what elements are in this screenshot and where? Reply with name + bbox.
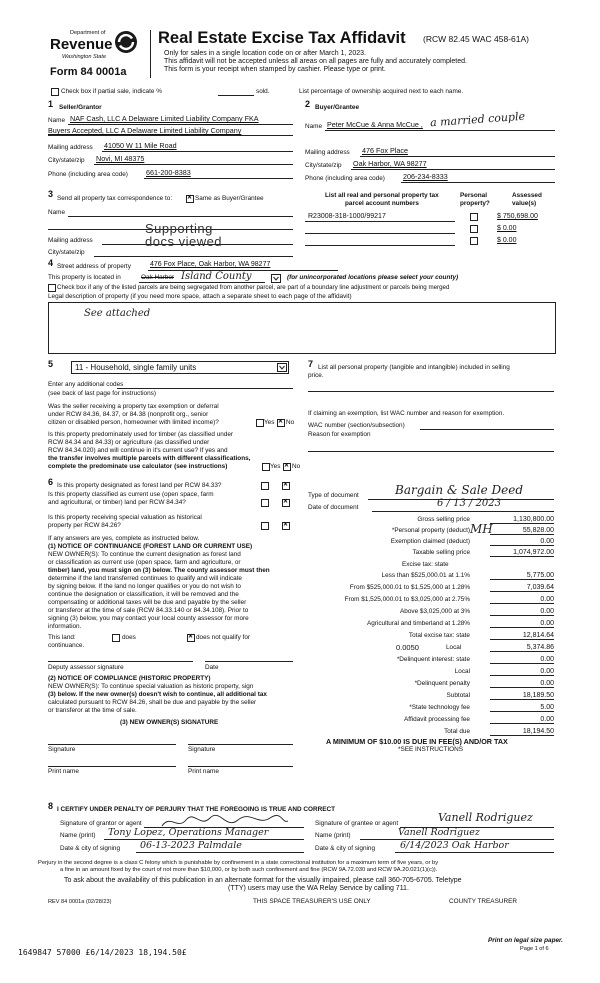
form-title: Real Estate Excise Tax Affidavit	[158, 29, 406, 47]
doc-type-value[interactable]: Bargain & Sale Deed	[395, 483, 524, 497]
tax-bracket-value[interactable]: 7,039.64	[526, 584, 554, 591]
partial-sale-label: Check box if partial sale, indicate %	[61, 88, 162, 95]
q2-line-a: Is this property predominately used for timber (as classified under	[48, 431, 234, 438]
forest-no-checkbox[interactable]	[282, 482, 290, 490]
parcels-col3b: value(s)	[512, 200, 537, 207]
does-qualify-checkbox[interactable]	[112, 634, 120, 642]
owner-print-name-1: Print name	[48, 768, 79, 775]
tax-bracket-label: Total excise tax: state	[408, 632, 470, 639]
tax-bracket-value[interactable]: 5,775.00	[526, 572, 554, 579]
deputy-assessor-label: Deputy assessor signature	[48, 664, 124, 671]
assessed-value-1[interactable]: $ 750,698.00	[497, 213, 538, 220]
street-address-label: Street address of property	[57, 263, 131, 270]
buyer-name-label: Name	[305, 123, 323, 130]
q2-line-d: the transfer involves multiple parcels with different classifications,	[48, 455, 251, 462]
section-7-number: 7	[308, 359, 314, 369]
tax-bracket-value[interactable]: 0.00	[540, 608, 554, 615]
owner-signature-label-1: Signature	[48, 746, 76, 753]
grantee-date-label: Date & city of signing	[315, 845, 376, 852]
tax-row2-label: Subtotal	[446, 692, 470, 699]
grantee-date-city[interactable]: 6/14/2023 Oak Harbor	[400, 840, 509, 851]
tax-bracket-value[interactable]: 0.00	[540, 596, 554, 603]
seller-mailing[interactable]: 41050 W 11 Mile Road	[104, 141, 177, 150]
land-use-select[interactable]	[71, 361, 289, 374]
tax-row-value[interactable]: 1,074,972.00	[513, 549, 554, 556]
same-as-buyer-checkbox[interactable]	[186, 195, 194, 203]
perjury-line-2: a fine in an amount fixed by the court of not more than $10,000, or by both such confinement and fine (RCW 9A.72.030 and RCW 9A.20.021(1)(c)).	[60, 867, 438, 873]
chevron-down-icon	[272, 275, 280, 282]
section-3-number: 3	[48, 189, 54, 199]
sold-label: sold.	[256, 88, 270, 95]
nc-line: determine if the land transferred continues to qualify and will indicate	[48, 575, 242, 582]
q1-line-a: Was the seller receiving a property tax exemption or deferral	[48, 403, 219, 410]
segregated-checkbox[interactable]	[48, 284, 56, 292]
seller-name-2[interactable]: Buyers Accepted, LLC A Delaware Limited Liability Company	[48, 126, 242, 135]
tax-row-label: Exemption claimed (deduct)	[390, 538, 470, 545]
assessed-value-2[interactable]: $ 0.00	[497, 225, 517, 232]
sec3-text: Send all property tax correspondence to:	[57, 195, 173, 202]
form-number: Form 84 0001a	[50, 66, 127, 78]
doc-date-value[interactable]: 6 / 13 / 2023	[437, 498, 501, 509]
section-8-number: 8	[48, 801, 54, 811]
grantee-name-label: Name (print)	[315, 832, 351, 839]
exemption-yes-checkbox[interactable]	[256, 419, 264, 427]
supporting-docs-stamp-2: docs viewed	[145, 234, 223, 249]
land-use-value: 11 - Household, single family units	[75, 363, 197, 372]
timber-yes-checkbox[interactable]	[262, 463, 270, 471]
exemption-yes-label: Yes	[264, 419, 275, 426]
tax-bracket-label: From $1,525,000.01 to $3,025,000 at 2.75%	[344, 596, 470, 603]
nc-line: compensating or additional taxes will be due and payable by the seller	[48, 599, 247, 606]
located-in-label: This property is located in	[48, 274, 121, 281]
legal-description-handwritten: See attached	[84, 308, 151, 319]
tax-row-value[interactable]: 0.00	[540, 538, 554, 545]
seller-city[interactable]: Novi, MI 48375	[96, 154, 145, 163]
historic-no-checkbox[interactable]	[282, 522, 290, 530]
exemption-no-label: No	[286, 419, 295, 426]
tax-row2-label: Affidavit processing fee	[404, 716, 470, 723]
nc-line: signing (3) below, you may contact your local county assessor for more	[48, 615, 249, 622]
timber-no-checkbox[interactable]	[283, 463, 291, 471]
minimum-notice: A MINIMUM OF $10.00 IS DUE IN FEE(S) AND/OR TAX	[326, 737, 508, 746]
does-qualify-label: does	[122, 634, 136, 641]
tax-row-value[interactable]: 1,130,800.00	[513, 516, 554, 523]
nc-line: timber) land, you must sign on (3) below. The county assessor must then	[48, 567, 270, 574]
tax-row2-label: *Delinquent interest: state	[396, 656, 470, 663]
header-line2: This affidavit will not be accepted unless all areas on all pages are fully and accurately completed.	[164, 58, 467, 65]
legal-paper-note: Print on legal size paper.	[488, 937, 563, 944]
tax-row2-value[interactable]: 18,189.50	[522, 692, 554, 699]
tax-row-label: *Personal property (deduct)	[391, 527, 470, 534]
grantee-signature: Vanell Rodriguez	[438, 811, 533, 824]
excise-state-label: Excise tax: state	[402, 561, 449, 568]
section-4-number: 4	[48, 258, 54, 268]
tax-bracket-value[interactable]: 0.00	[540, 620, 554, 627]
this-land-label: This land:	[48, 634, 76, 641]
q1-line-c: citizen or disabled person, homeowner with limited income)?	[48, 419, 219, 426]
ncomp-line: NEW OWNER(S): To continue special valuation as historic property, sign	[48, 683, 254, 690]
grantor-date-label: Date & city of signing	[60, 845, 121, 852]
tax-bracket-label: Above $3,025,000 at 3%	[400, 608, 470, 615]
tax-row2-value[interactable]: 0.00	[540, 680, 554, 687]
buyer-phone[interactable]: 206-234-8333	[403, 172, 448, 181]
alt-format-line-2: (TTY) users may use the WA Relay Service by calling 711.	[228, 885, 409, 892]
buyer-name[interactable]: Peter McCue & Anna McCue ,	[327, 120, 423, 129]
tax-bracket-label: Agricultural and timberland at 1.28%	[366, 620, 470, 627]
revenue-logo-icon	[114, 30, 138, 54]
seller-phone-label: Phone (including area code)	[48, 171, 128, 178]
doc-type-label: Type of document	[308, 492, 359, 499]
reason-exemption-label: Reason for exemption	[308, 431, 371, 438]
parcel-number-1[interactable]: R23008-318-1000/99217	[308, 213, 386, 220]
does-not-qualify-checkbox[interactable]	[187, 634, 195, 642]
supporting-docs-stamp-1: Supporting	[145, 221, 213, 236]
tax-row2-value[interactable]: 18,194.50	[522, 728, 554, 735]
same-as-buyer-label: Same as Buyer/Grantee	[195, 195, 264, 202]
county-dropdown-button[interactable]	[271, 274, 281, 283]
buyer-mailing-label: Mailing address	[305, 149, 350, 156]
sec3-mailing-label: Mailing address	[48, 237, 93, 244]
nc-line: or classification as current use (open space, farm and agriculture, or	[48, 559, 241, 566]
local-rate[interactable]: 0.0050	[396, 643, 419, 652]
street-address[interactable]: 476 Fox Place, Oak Harbor, WA 98277	[150, 261, 271, 268]
sec3-city-label: City/state/zip	[48, 249, 85, 256]
notice-continuance-heading: (1) NOTICE OF CONTINUANCE (FOREST LAND OR CURRENT USE)	[48, 543, 253, 550]
dept-of: Department of	[70, 30, 106, 36]
personal-property-checkbox-2[interactable]	[470, 225, 478, 233]
alt-format-line-1: To ask about the availability of this publication in an alternate format for the visually impaired, please call 360-705-6705. Teletype	[64, 877, 462, 884]
revenue-word: Revenue	[50, 36, 113, 53]
tax-row-label: Taxable selling price	[412, 549, 470, 556]
deputy-date-label: Date	[205, 664, 219, 671]
section-5-number: 5	[48, 359, 54, 369]
additional-codes-label: Enter any additional codes	[48, 381, 124, 388]
tax-row2-label: *State technology fee	[409, 704, 470, 711]
tax-row2-value[interactable]: 0.00	[540, 656, 554, 663]
recording-stamp-line: 1649847 57000 £6/14/2023 18,194.50£	[18, 948, 187, 957]
revenue-logo	[48, 30, 148, 82]
partial-sale-checkbox[interactable]	[51, 88, 59, 96]
q2-line-b: RCW 84.34 and 84.33) or agriculture (as classified under	[48, 439, 210, 446]
parcels-col2b: property?	[460, 200, 490, 207]
located-struck: Oak Harbor	[141, 274, 175, 281]
grantor-name[interactable]: Tony Lopez, Operations Manager	[108, 827, 269, 838]
chevron-down-icon	[278, 364, 286, 371]
continuance-label: continuance.	[48, 642, 85, 649]
nc-line: or transferor at the time of sale (RCW 84.33.140 or 84.34.108). Prior to	[48, 607, 249, 614]
section-6-number: 6	[48, 477, 54, 487]
certify-statement: I CERTIFY UNDER PENALTY OF PERJURY THAT THE FOREGOING IS TRUE AND CORRECT	[57, 806, 336, 813]
forest-land-question: Is this property designated as forest land per RCW 84.33?	[57, 482, 222, 489]
tax-bracket-label: From $525,000.01 to $1,525,000 at 1.28%	[349, 584, 470, 591]
q2-line-c: RCW 84.34.020) and will continue in it's current use? If yes and	[48, 447, 228, 454]
buyer-name-handwritten: a married couple	[429, 109, 526, 130]
local-value[interactable]: 5,374.86	[526, 644, 554, 651]
seller-name-1[interactable]: NAF Cash, LLC A Delaware Limited Liability Company FKA	[70, 114, 259, 123]
nc-line: NEW OWNER(S): To continue the current designation as forest land	[48, 551, 241, 558]
header-line1: Only for sales in a single location code on or after March 1, 2023.	[164, 50, 366, 57]
seller-phone[interactable]: 661-200-8383	[146, 168, 191, 177]
wac-number-label: WAC number (section/subsection)	[308, 422, 405, 429]
owner-print-name-2: Print name	[188, 768, 219, 775]
doc-date-label: Date of document	[308, 504, 359, 511]
segregated-label: Check box if any of the listed parcels are being segregated from another parcel, are part of a boundary line adjustment or parcels being merged	[57, 284, 450, 291]
personal-property-initials: MH	[470, 522, 493, 536]
tax-row2-value[interactable]: 0.00	[540, 668, 554, 675]
timber-no-label: No	[292, 463, 301, 470]
wa-state: Washington State	[62, 54, 107, 60]
form-rcw: (RCW 82.45 WAC 458-61A)	[423, 34, 529, 44]
tax-bracket-value[interactable]: 12,814.64	[522, 632, 554, 639]
ncomp-line: or transferor at the time of sale.	[48, 707, 137, 714]
nc-line: continue the designation or classification, it will be removed and the	[48, 591, 239, 598]
personal-property-checkbox-3[interactable]	[470, 237, 478, 245]
historic-q-a: Is this property receiving special valuation as historical	[48, 514, 202, 521]
if-yes-note: If any answers are yes, complete as instructed below.	[48, 535, 200, 542]
exemption-no-checkbox[interactable]	[277, 419, 285, 427]
tax-row2-label: Total due	[444, 728, 470, 735]
county-treasurer-label: COUNTY TREASURER	[449, 898, 517, 905]
treasurer-use-label: THIS SPACE TREASURER'S USE ONLY	[253, 898, 371, 905]
timber-yes-label: Yes	[270, 463, 281, 470]
tax-row-label: Gross selling price	[417, 516, 470, 523]
legal-description-label: Legal description of property (if you need more space, attach a separate sheet to each page of the affidavit)	[48, 293, 352, 300]
personal-property-text-1: List all personal property (tangible and intangible) included in selling	[318, 364, 510, 371]
personal-property-text-2: price.	[308, 372, 324, 379]
county-handwritten: Island County	[181, 271, 252, 282]
current-use-yes-checkbox[interactable]	[261, 499, 269, 507]
perjury-line-1: Perjury in the second degree is a class C felony which is punishable by confinement in a state correctional institution for a maximum term of five years, or by	[38, 860, 439, 866]
see-instructions: *SEE INSTRUCTIONS	[398, 746, 463, 753]
parcels-col1: List all real and personal property tax	[325, 192, 439, 199]
q2-line-e: complete the predominate use calculator (see instructions)	[48, 463, 228, 470]
exemption-claim-label: If claiming an exemption, list WAC number and reason for exemption.	[308, 410, 505, 417]
buyer-label: Buyer/Grantee	[315, 104, 360, 111]
parcels-col2: Personal	[460, 192, 487, 199]
unincorporated-note: (for unincorporated locations please select your county)	[287, 274, 459, 281]
section-1-number: 1	[48, 99, 54, 109]
tax-row-value[interactable]: 55,828.00	[522, 527, 554, 534]
historic-yes-checkbox[interactable]	[261, 522, 269, 530]
revision-label: REV 84 0001a (02/28/23)	[48, 899, 112, 905]
land-use-dropdown-button[interactable]	[277, 363, 287, 372]
does-not-qualify-label: does not qualify for	[196, 634, 250, 641]
buyer-mailing[interactable]: 476 Fox Place	[362, 146, 408, 155]
grantor-date-city[interactable]: 06-13-2023 Palmdale	[140, 840, 242, 851]
list-pct-label: List percentage of ownership acquired next to each name.	[299, 88, 464, 95]
current-use-no-checkbox[interactable]	[282, 499, 290, 507]
buyer-city-label: City/state/zip	[305, 162, 342, 169]
header-line3: This form is your receipt when stamped by cashier. Please type or print.	[164, 66, 386, 73]
buyer-city[interactable]: Oak Harbor, WA 98277	[353, 159, 427, 168]
personal-property-checkbox-1[interactable]	[470, 213, 478, 221]
tax-bracket-label: Less than $525,000.01 at 1.1%	[381, 572, 470, 579]
buyer-phone-label: Phone (including area code)	[305, 175, 385, 182]
assessed-value-3[interactable]: $ 0.00	[497, 237, 517, 244]
local-label: Local	[446, 644, 462, 651]
grantor-signature-label: Signature of grantor or agent	[60, 820, 142, 827]
nc-line: by signing below. If the land no longer qualifies or you do not wish to	[48, 583, 241, 590]
seller-name-label: Name	[48, 117, 66, 124]
historic-q-b: property per RCW 84.26?	[48, 522, 121, 529]
tax-row2-label: *Delinquent penalty	[414, 680, 470, 687]
tax-row2-value[interactable]: 0.00	[540, 716, 554, 723]
notice-compliance-heading: (2) NOTICE OF COMPLIANCE (HISTORIC PROPERTY)	[48, 675, 211, 682]
ncomp-line: (3) below. If the new owner(s) doesn't wish to continue, all additional tax	[48, 691, 267, 698]
sec3-name-label: Name	[48, 209, 66, 216]
grantee-signature-label: Signature of grantee or agent	[315, 820, 399, 827]
current-use-q-b: and agricultural, or timber) land per RCW 84.34?	[48, 499, 186, 506]
seller-mailing-label: Mailing address	[48, 144, 93, 151]
ncomp-line: calculated pursuant to RCW 84.26, shall be due and payable by the seller	[48, 699, 257, 706]
grantor-name-label: Name (print)	[60, 832, 96, 839]
grantee-name[interactable]: Vanell Rodriguez	[398, 827, 480, 838]
seller-label: Seller/Grantor	[59, 104, 102, 111]
current-use-q-a: Is this property classified as current use (open space, farm	[48, 491, 214, 498]
owner-signature-label-2: Signature	[188, 746, 216, 753]
q1-line-b: under RCW 84.36, 84.37, or 84.38 (nonprofit org., senior	[48, 411, 209, 418]
additional-codes-note: (see back of last page for instructions)	[48, 390, 156, 397]
page-number: Page 1 of 6	[520, 946, 549, 952]
seller-city-label: City/state/zip	[48, 157, 85, 164]
parcels-col1b: parcel account numbers	[345, 200, 419, 207]
parcels-col3: Assessed	[512, 192, 542, 199]
tax-row2-value[interactable]: 5.00	[540, 704, 554, 711]
forest-yes-checkbox[interactable]	[261, 482, 269, 490]
nc-line: information.	[48, 623, 82, 630]
section-2-number: 2	[305, 99, 311, 109]
new-owner-signature-heading: (3) NEW OWNER(S) SIGNATURE	[120, 719, 219, 726]
tax-row2-label: Local	[454, 668, 470, 675]
